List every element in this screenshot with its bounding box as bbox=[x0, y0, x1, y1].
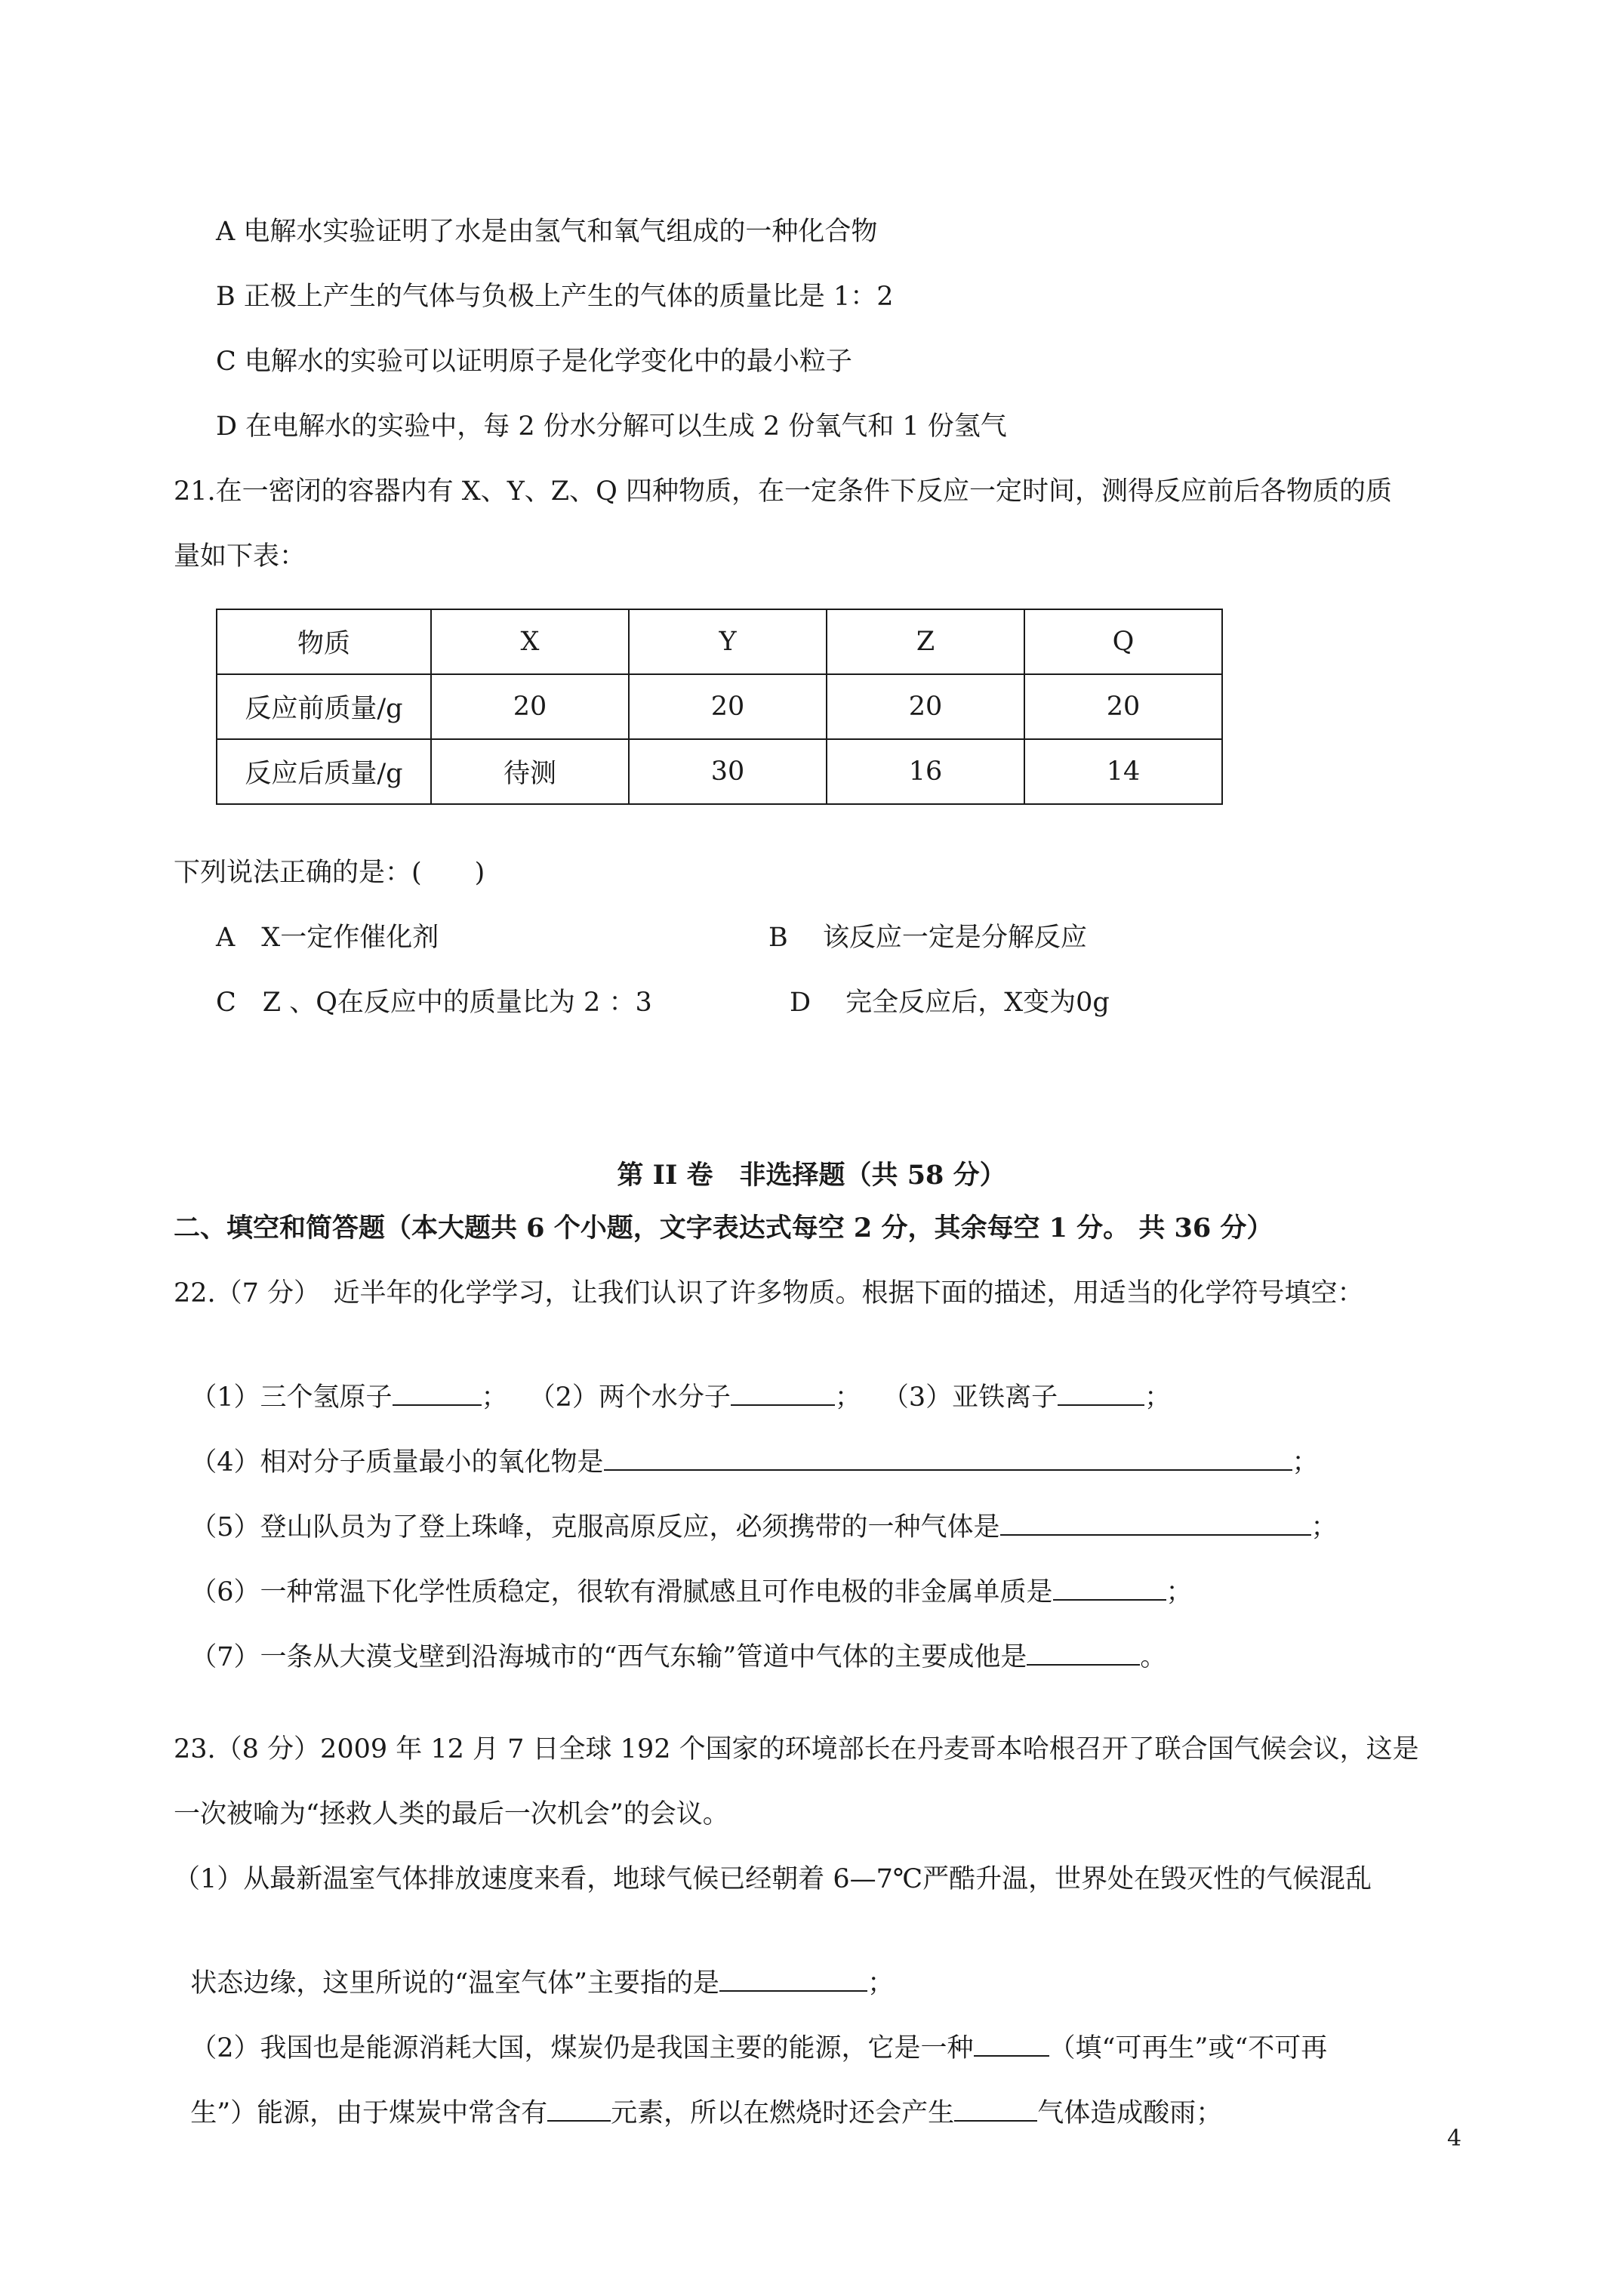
answer-blank[interactable] bbox=[547, 2093, 611, 2122]
table-header-cell: Q bbox=[1024, 609, 1222, 674]
table-row bbox=[217, 674, 1222, 739]
q22-part6-label: （6）一种常温下化学性质稳定，很软有滑腻感且可作电极的非金属单质是 bbox=[190, 1577, 1053, 1607]
table-header-cell: X bbox=[431, 609, 629, 674]
section-title: 第 II 卷 非选择题（共 58 分） bbox=[617, 1160, 1006, 1191]
q20-option-c: C 电解水的实验可以证明原子是化学变化中的最小粒子 bbox=[216, 347, 852, 377]
q23-part2-text: 生”）能源，由于煤炭中常含有 bbox=[190, 2098, 548, 2128]
table-cell: 反应后质量/g bbox=[217, 739, 431, 804]
answer-blank[interactable] bbox=[731, 1377, 835, 1406]
table-cell: 20 bbox=[431, 674, 629, 739]
q21-option-c: C Z 、Q在反应中的质量比为 2 ：3 bbox=[216, 988, 652, 1018]
q23-part2-text: （填“可再生”或“不可再 bbox=[1049, 2033, 1328, 2063]
q23-stem-line2: 一次被喻为“拯救人类的最后一次机会”的会议。 bbox=[174, 1799, 729, 1829]
q23-part1-line1: （1）从最新温室气体排放速度来看，地球气候已经朝着 6—7℃严酷升温，世界处在毁灭性的气候混乱 bbox=[174, 1864, 1372, 1894]
section-heading: 二、填空和简答题（本大题共 6 个小题，文字表达式每空 2 分，其余每空 1 分。 共 36 分） bbox=[174, 1213, 1273, 1244]
q22-part5-label: （5）登山队员为了登上珠峰，克服高原反应，必须携带的一种气体是 bbox=[190, 1512, 1000, 1542]
q22-stem: 22.（7 分） 近半年的化学学习，让我们认识了许多物质。根据下面的描述，用适当的化学符号填空： bbox=[174, 1278, 1364, 1308]
answer-blank[interactable] bbox=[954, 2093, 1037, 2122]
table-row bbox=[217, 739, 1222, 804]
q21-stem-line1: 21.在一密闭的容器内有 X、Y、Z、Q 四种物质，在一定条件下反应一定时间，测得反应前后各物质的质 bbox=[174, 476, 1392, 507]
table-cell: 20 bbox=[629, 674, 827, 739]
q21-option-d: D 完全反应后，X变为0g bbox=[790, 988, 1110, 1018]
semicolon: ； bbox=[834, 1382, 861, 1413]
table-cell: 20 bbox=[1024, 674, 1222, 739]
semicolon: ； bbox=[1292, 1447, 1319, 1478]
mass-table bbox=[216, 609, 1223, 805]
semicolon: ； bbox=[1166, 1577, 1193, 1607]
q22-part3-label: （3）亚铁离子 bbox=[882, 1382, 1058, 1413]
answer-blank[interactable] bbox=[974, 2028, 1049, 2057]
semicolon: ； bbox=[1144, 1382, 1172, 1413]
table-header-cell: Z bbox=[827, 609, 1024, 674]
page-number: 4 bbox=[1447, 2125, 1462, 2152]
table-header-row bbox=[217, 609, 1222, 674]
answer-blank[interactable] bbox=[1027, 1637, 1140, 1666]
q21-option-a: A X一定作催化剂 bbox=[216, 923, 439, 953]
q23-part1-label: 状态边缘，这里所说的“温室气体”主要指的是 bbox=[190, 1968, 720, 1999]
q23-stem-line1: 23.（8 分）2009 年 12 月 7 日全球 192 个国家的环境部长在丹麦哥本哈根召开了联合国气候会议，这是 bbox=[174, 1734, 1419, 1764]
q21-prompt: 下列说法正确的是：( ) bbox=[174, 858, 485, 888]
table-cell: 20 bbox=[827, 674, 1024, 739]
q22-part2-label: （2）两个水分子 bbox=[528, 1382, 731, 1413]
q21-stem-line2: 量如下表： bbox=[174, 541, 306, 572]
table-header-cell: Y bbox=[629, 609, 827, 674]
q20-option-b: B 正极上产生的气体与负极上产生的气体的质量比是 1：2 bbox=[216, 282, 894, 312]
q20-option-d: D 在电解水的实验中，每 2 份水分解可以生成 2 份氧气和 1 份氢气 bbox=[216, 411, 1007, 442]
q23-part2-line2 bbox=[174, 2055, 1222, 2132]
q21-option-b: B 该反应一定是分解反应 bbox=[768, 923, 1087, 953]
answer-blank[interactable] bbox=[1058, 1377, 1144, 1406]
table-cell: 30 bbox=[629, 739, 827, 804]
q22-row-7 bbox=[174, 1599, 1166, 1676]
q20-option-a: A 电解水实验证明了水是由氢气和氧气组成的一种化合物 bbox=[216, 217, 878, 247]
table-cell: 反应前质量/g bbox=[217, 674, 431, 739]
q23-part2-text: 气体造成酸雨； bbox=[1037, 2098, 1223, 2128]
semicolon: ； bbox=[481, 1382, 508, 1413]
semicolon: ； bbox=[867, 1968, 895, 1999]
q22-part4-label: （4）相对分子质量最小的氧化物是 bbox=[190, 1447, 604, 1478]
answer-blank[interactable] bbox=[393, 1377, 482, 1406]
semicolon: ； bbox=[1310, 1512, 1338, 1542]
answer-blank[interactable] bbox=[719, 1963, 867, 1992]
q23-part2-text: 元素，所以在燃烧时还会产生 bbox=[611, 2098, 955, 2128]
table-cell: 待测 bbox=[431, 739, 629, 804]
q23-part2-text: （2）我国也是能源消耗大国，煤炭仍是我国主要的能源，它是一种 bbox=[190, 2033, 974, 2063]
table-cell: 14 bbox=[1024, 739, 1222, 804]
table-header-cell: 物质 bbox=[217, 609, 431, 674]
answer-blank[interactable] bbox=[1053, 1572, 1166, 1601]
q22-part7-label: （7）一条从大漠戈壁到沿海城市的“西气东输”管道中气体的主要成他是 bbox=[190, 1642, 1027, 1672]
q22-part1-label: （1）三个氢原子 bbox=[190, 1382, 393, 1413]
answer-blank[interactable] bbox=[604, 1442, 1292, 1471]
answer-blank[interactable] bbox=[1000, 1507, 1311, 1536]
period: 。 bbox=[1140, 1642, 1167, 1672]
table-cell: 16 bbox=[827, 739, 1024, 804]
